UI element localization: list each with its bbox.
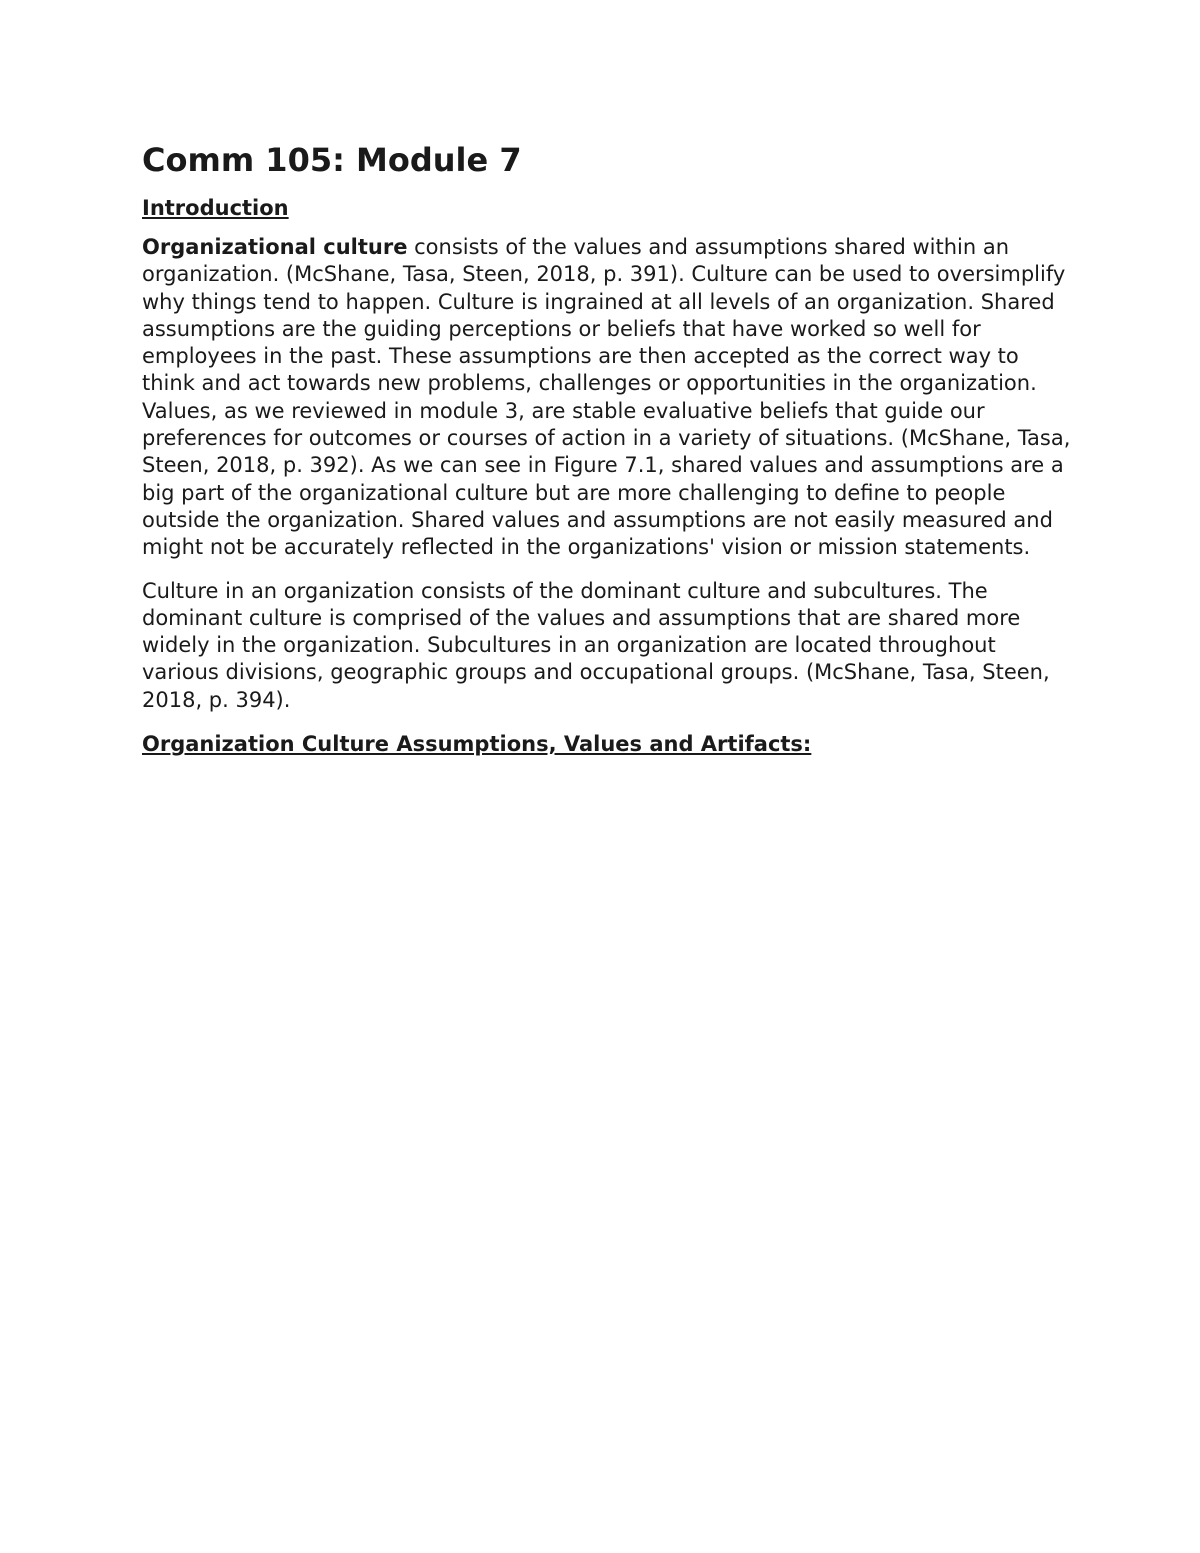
paragraph-text: consists of the values and assumptions shared within an organization. (McShane, Tasa, Steen, 2018, p. 391). Culture can be used to oversimplify why things tend to happen. Culture is ingrained at all levels of an organization. Shared assumptions are the guiding perceptions or beliefs that have worked so well for employees in the past. These assumptions are then accepted as the correct way to think and act towards new problems, challenges or opportunities in the organization. Values, as we reviewed in module 3, are stable evaluative beliefs that guide our preferences for outcomes or courses of action in a variety of situations. (McShane, Tasa, Steen, 2018, p. 392). As we can see in Figure 7.1, shared values and assumptions are a big part of the organizational culture but are more challenging to define to people outside the organization. Shared values and assumptions are not easily measured and might not be accurately reflected in the organizations' vision or mission statements. xyxy=(142,235,1071,560)
section-heading-introduction: Introduction xyxy=(142,196,289,220)
key-term: Organizational culture xyxy=(142,235,408,259)
document-page xyxy=(142,138,1072,770)
section-heading-assumptions-values-artifacts: Organization Culture Assumptions, Values and Artifacts: xyxy=(142,732,812,757)
paragraph-organizational-culture xyxy=(142,234,1072,562)
paragraph-dominant-culture: Culture in an organization consists of the dominant culture and subcultures. The dominant culture is comprised of the values and assumptions that are shared more widely in the organization. Subcultures in an organization are located throughout various divisions, geographic groups and occupational groups. (McShane, Tasa, Steen, 2018, p. 394). xyxy=(142,578,1050,712)
document-title: Comm 105: Module 7 xyxy=(142,141,522,179)
